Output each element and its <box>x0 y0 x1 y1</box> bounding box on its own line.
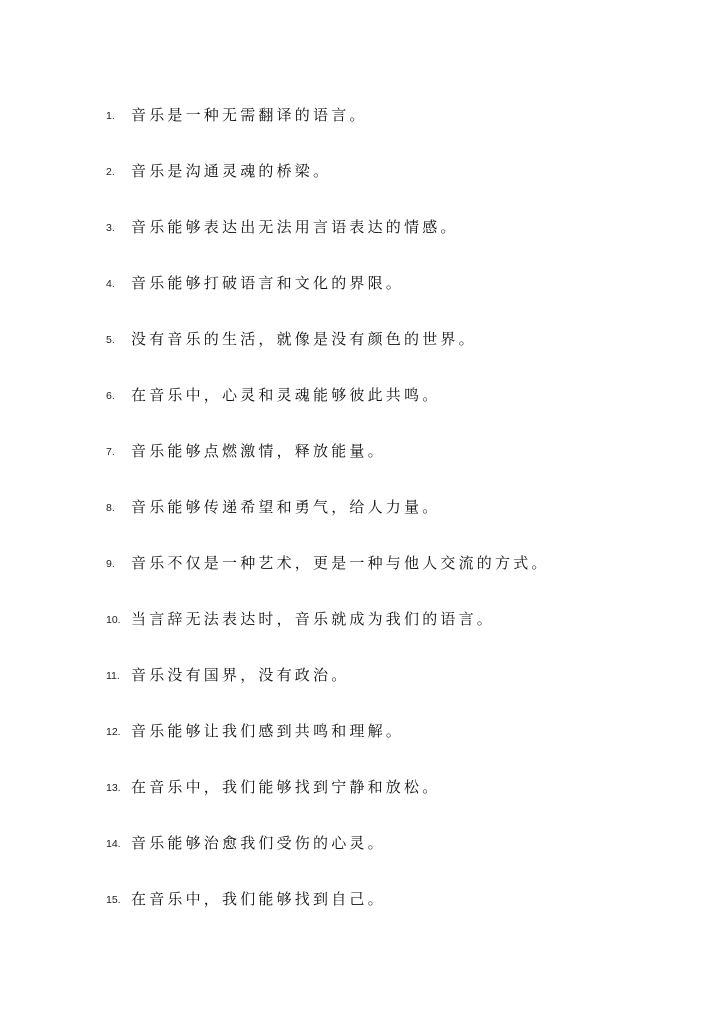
item-text: 在音乐中，心灵和灵魂能够彼此共鸣。 <box>131 385 441 404</box>
list-item <box>106 366 550 422</box>
item-number: 7. <box>106 445 115 458</box>
list-item <box>106 590 550 646</box>
item-text: 音乐能够点燃激情，释放能量。 <box>131 441 386 460</box>
item-number: 15. <box>106 893 121 906</box>
item-number: 5. <box>106 333 115 346</box>
item-text: 音乐能够打破语言和文化的界限。 <box>131 273 405 292</box>
item-text: 在音乐中，我们能够找到自己。 <box>131 889 386 908</box>
item-text: 音乐能够治愈我们受伤的心灵。 <box>131 833 386 852</box>
item-number: 14. <box>106 837 121 850</box>
list-item <box>106 198 550 254</box>
item-number: 2. <box>106 165 115 178</box>
item-number: 12. <box>106 725 121 738</box>
item-text: 音乐能够让我们感到共鸣和理解。 <box>131 721 405 740</box>
list-item <box>106 814 550 870</box>
item-text: 音乐没有国界，没有政治。 <box>131 665 350 684</box>
list-item <box>106 534 550 590</box>
item-number: 1. <box>106 109 115 122</box>
list-item <box>106 142 550 198</box>
item-number: 4. <box>106 277 115 290</box>
item-text: 音乐是一种无需翻译的语言。 <box>131 105 368 124</box>
list-item <box>106 86 550 142</box>
list-item <box>106 646 550 702</box>
list-item <box>106 422 550 478</box>
item-text: 在音乐中，我们能够找到宁静和放松。 <box>131 777 441 796</box>
item-number: 8. <box>106 501 115 514</box>
item-number: 10. <box>106 613 121 626</box>
item-text: 音乐是沟通灵魂的桥梁。 <box>131 161 332 180</box>
item-number: 9. <box>106 557 115 570</box>
item-text: 音乐能够表达出无法用言语表达的情感。 <box>131 217 459 236</box>
quote-list <box>106 86 550 926</box>
item-number: 11. <box>106 669 120 682</box>
item-text: 音乐不仅是一种艺术，更是一种与他人交流的方式。 <box>131 553 550 572</box>
list-item <box>106 702 550 758</box>
list-item <box>106 254 550 310</box>
item-text: 音乐能够传递希望和勇气，给人力量。 <box>131 497 441 516</box>
list-item <box>106 758 550 814</box>
list-item <box>106 870 550 926</box>
item-text: 当言辞无法表达时，音乐就成为我们的语言。 <box>131 609 496 628</box>
item-number: 13. <box>106 781 121 794</box>
item-number: 3. <box>106 221 115 234</box>
item-text: 没有音乐的生活，就像是没有颜色的世界。 <box>131 329 477 348</box>
list-item <box>106 310 550 366</box>
list-item <box>106 478 550 534</box>
item-number: 6. <box>106 389 115 402</box>
